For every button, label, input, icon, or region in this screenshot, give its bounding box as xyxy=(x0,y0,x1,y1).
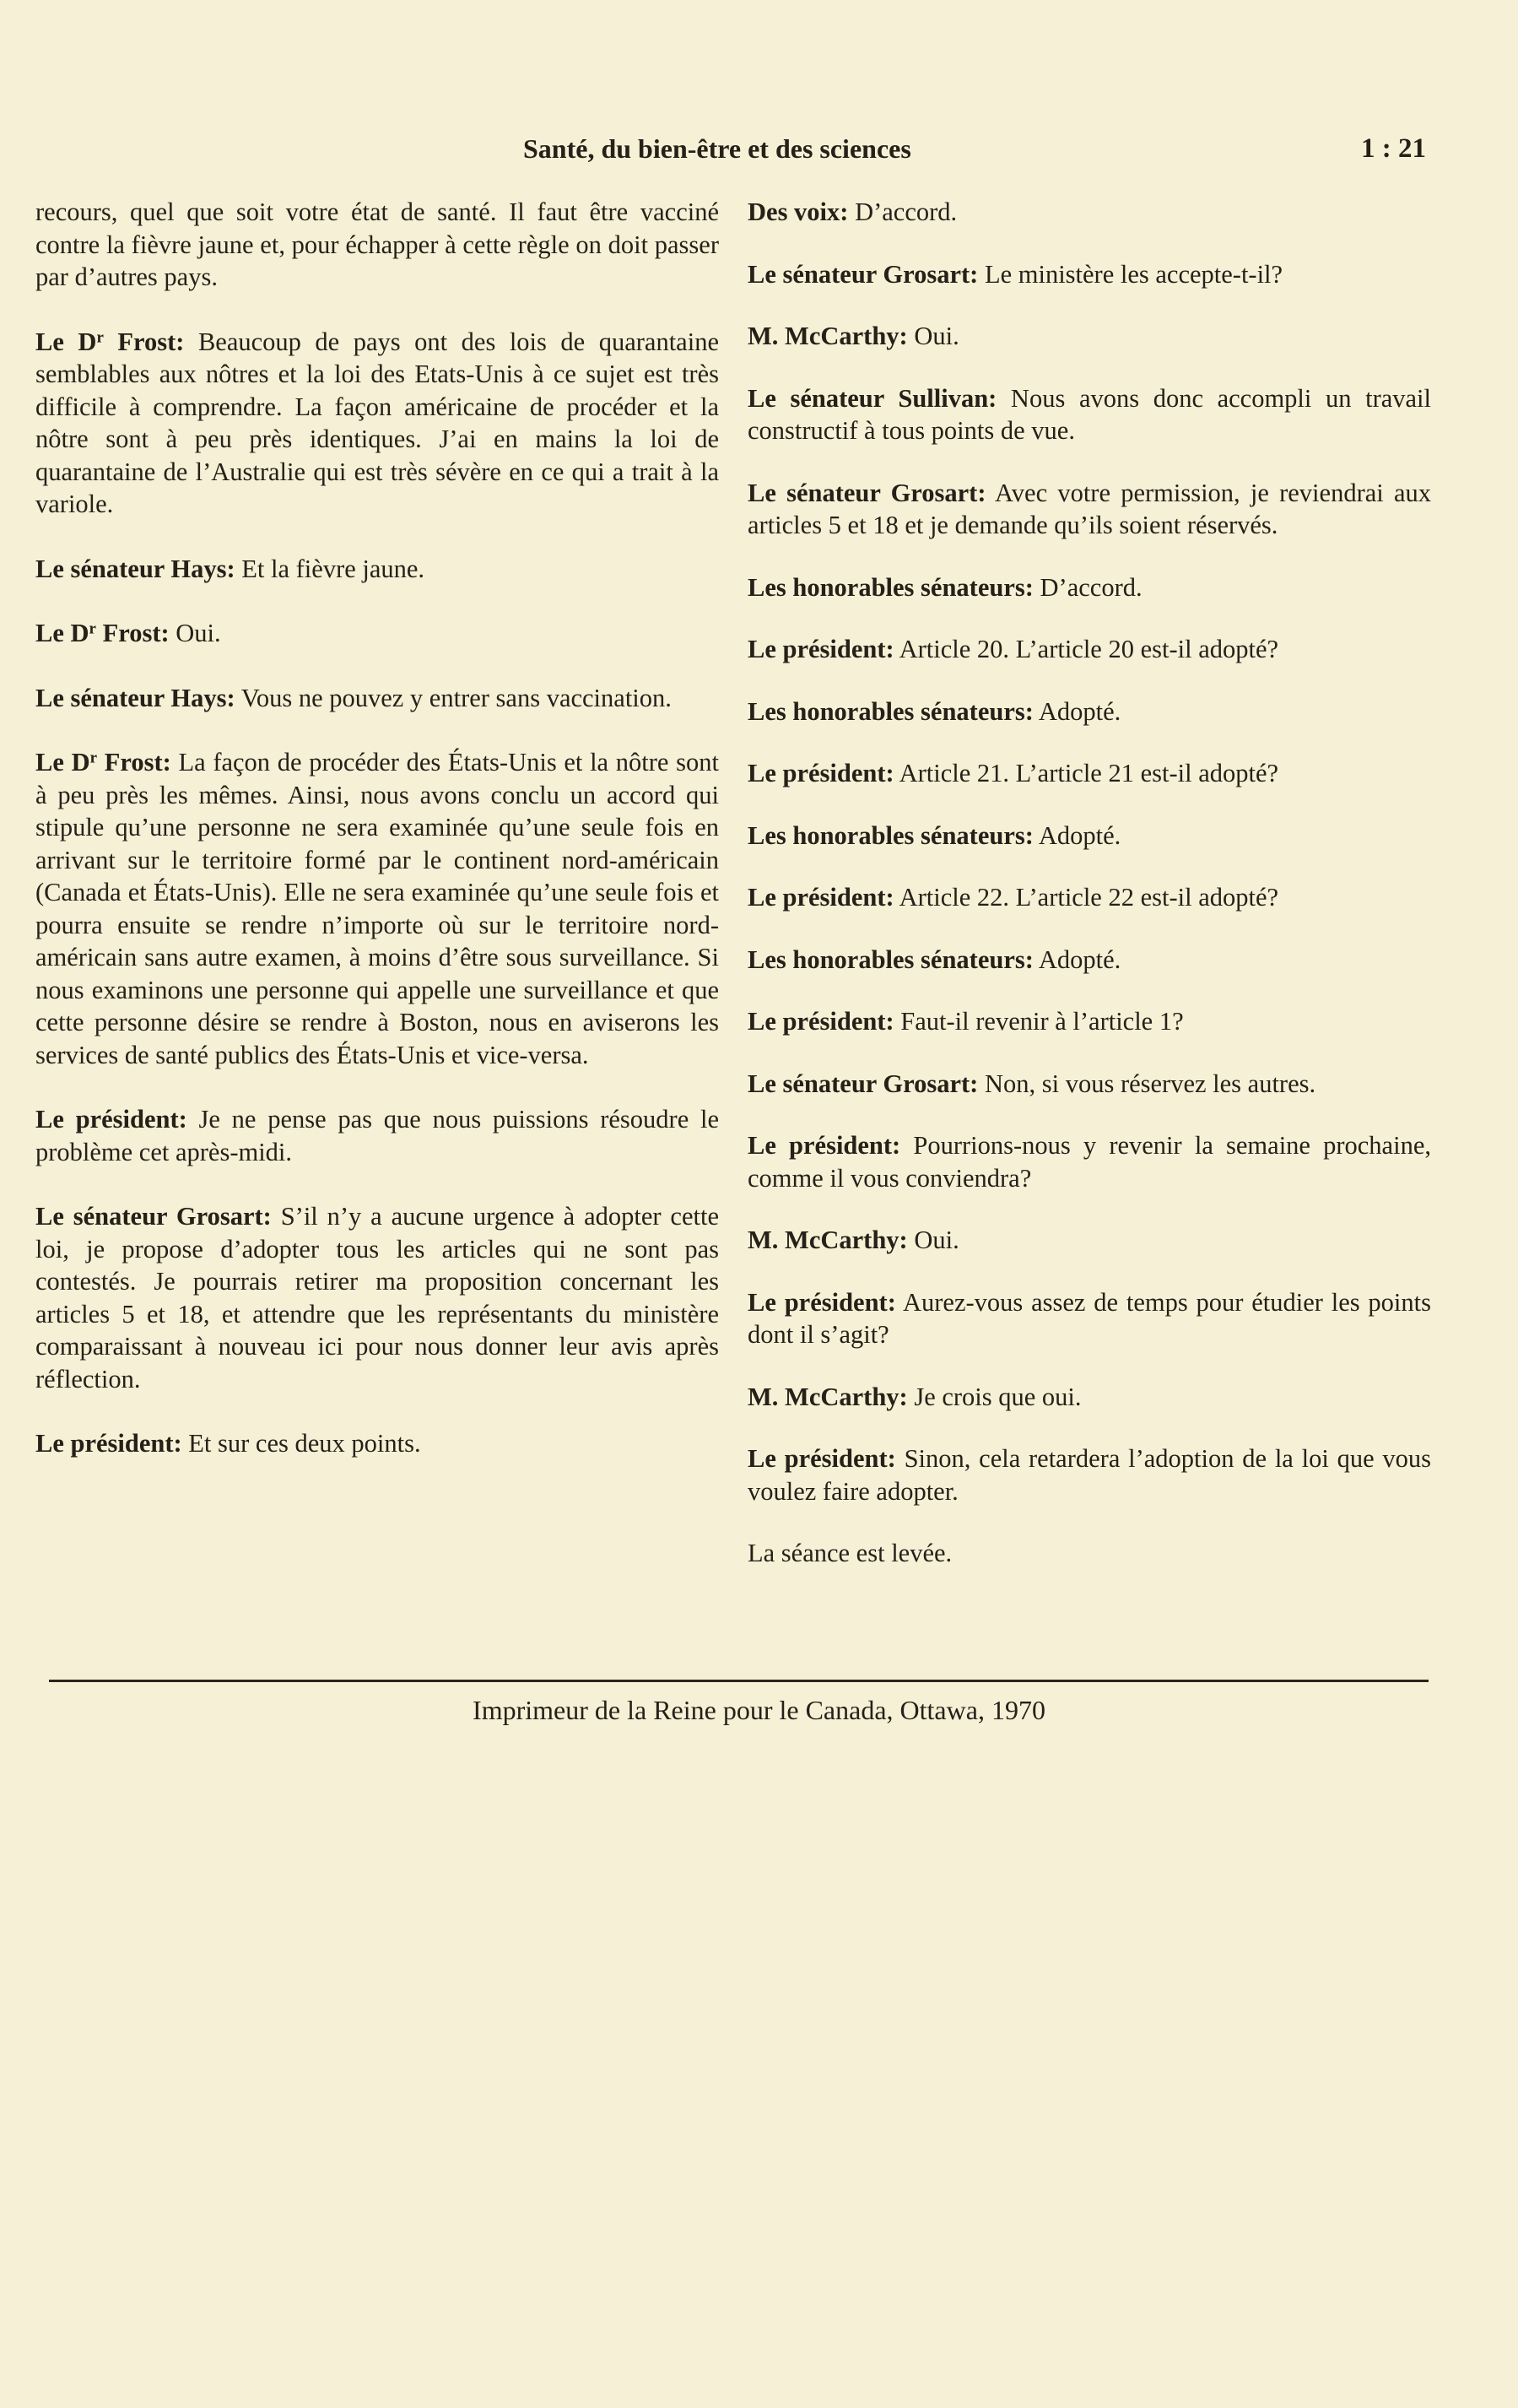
paragraph xyxy=(748,944,1431,977)
paragraph-text: recours, quel que soit votre état de santé. Il faut être vacciné contre la fièvre jaune et, pour échapper à cette règle on doit passer par d’autres pays. xyxy=(35,198,719,291)
paragraph-text: Nous avons donc accompli un travail constructif à tous points de vue. xyxy=(748,383,1431,445)
speaker-label: Le sénateur Hays: xyxy=(35,683,235,712)
paragraph-text: Aurez-vous assez de temps pour étudier les points dont il s’agit? xyxy=(748,1287,1431,1349)
paragraph xyxy=(35,196,719,294)
paragraph xyxy=(748,1381,1431,1414)
speaker-label: Le président: xyxy=(748,883,894,912)
paragraph xyxy=(748,571,1431,604)
paragraph xyxy=(748,633,1431,666)
paragraph xyxy=(748,382,1431,447)
paragraph-text: Beaucoup de pays ont des lois de quarantaine semblables aux nôtres et la loi des Etats-Unis à ce sujet est très difficile à comprendre. La façon américaine de procéder et la nôtre sont à peu près identiques. J’ai en mains la loi de quarantaine de l’Australie qui est très sévère en ce qui a trait à la variole. xyxy=(35,327,719,518)
paragraph xyxy=(748,1442,1431,1507)
speaker-label: Le $D^r$ Frost: xyxy=(35,748,171,777)
speaker-label: Le sénateur Grosart: xyxy=(748,259,979,289)
paragraph-text: D’accord. xyxy=(848,198,958,226)
paragraph xyxy=(35,617,719,650)
footer-rule xyxy=(49,1680,1429,1682)
speaker-label: Le sénateur Hays: xyxy=(35,554,235,583)
paragraph xyxy=(35,1427,719,1460)
paragraph-text: Oui. xyxy=(907,322,959,350)
paragraph-text: Vous ne pouvez y entrer sans vaccination. xyxy=(235,683,672,712)
paragraph-text: Et sur ces deux points. xyxy=(181,1429,421,1458)
speaker-label: M. McCarthy: xyxy=(748,322,908,350)
right-column xyxy=(748,196,1431,1570)
paragraph xyxy=(748,1537,1431,1570)
paragraph xyxy=(748,1005,1431,1038)
paragraph xyxy=(35,553,719,586)
paragraph xyxy=(748,757,1431,790)
speaker-label: Le sénateur Grosart: xyxy=(35,1202,272,1231)
paragraph-text: Et la fièvre jaune. xyxy=(235,554,425,583)
paragraph-text: Article 21. L’article 21 est-il adopté? xyxy=(894,759,1279,787)
speaker-label: Le sénateur Grosart: xyxy=(748,1069,979,1098)
paragraph-text: Le ministère les accepte-t-il? xyxy=(978,259,1283,289)
paragraph-text: Adopté. xyxy=(1033,944,1121,974)
speaker-label: Le président: xyxy=(35,1429,182,1458)
paragraph xyxy=(748,1286,1431,1351)
paragraph-text: Avec votre permission, je reviendrai aux articles 5 et 18 et je demande qu’ils soient réservés. xyxy=(748,478,1431,539)
speaker-label: Le président: xyxy=(748,1444,896,1473)
paragraph-text: Faut-il revenir à l’article 1? xyxy=(894,1007,1184,1036)
paragraph xyxy=(748,320,1431,353)
paragraph-text: Pourrions-nous y revenir la semaine prochaine, comme il vous conviendra? xyxy=(748,1131,1431,1193)
paragraph xyxy=(748,477,1431,542)
paragraph-text: D’accord. xyxy=(1033,572,1143,602)
speaker-label: Le $D^r$ Frost: xyxy=(35,327,185,356)
speaker-label: M. McCarthy: xyxy=(748,1226,908,1254)
speaker-label: Le $D^r$ Frost: xyxy=(35,619,170,647)
paragraph-text: Oui. xyxy=(907,1226,959,1254)
paragraph xyxy=(748,1129,1431,1194)
paragraph xyxy=(748,695,1431,728)
speaker-label: Les honorables sénateurs: xyxy=(748,944,1034,974)
paragraph-text: Oui. xyxy=(169,619,221,647)
paragraph xyxy=(748,820,1431,852)
paragraph xyxy=(748,196,1431,229)
running-title: Santé, du bien-être et des sciences xyxy=(523,133,911,164)
paragraph-text: Sinon, cela retardera l’adoption de la loi que vous voulez faire adopter. xyxy=(748,1444,1431,1506)
paragraph xyxy=(35,682,719,715)
speaker-label: Le président: xyxy=(35,1105,187,1134)
paragraph-text: La façon de procéder des États-Unis et la nôtre sont à peu près les mêmes. Ainsi, nous avons conclu un accord qui stipule qu’une personne ne sera examinée qu’une seule fois en arrivant sur le territoire formé par le continent nord-américain (Canada et États-Unis). Elle ne sera examinée qu’une seule fois et pourra ensuite se rendre n’importe où sur le territoire nord-américain sans autre examen, à moins d’être sous surveillance. Si nous examinons une personne qui appelle une surveillance et que cette personne désire se rendre à Boston, nous en aviserons les services de santé publics des États-Unis et vice-versa. xyxy=(35,748,719,1069)
speaker-label: Le sénateur Grosart: xyxy=(748,478,986,507)
paragraph xyxy=(748,1224,1431,1257)
page-number: 1 : 21 xyxy=(1361,133,1426,164)
paragraph-text: Je crois que oui. xyxy=(907,1382,1082,1411)
printer-imprint: Imprimeur de la Reine pour le Canada, Ottawa, 1970 xyxy=(473,1695,1045,1725)
paragraph xyxy=(35,1200,719,1395)
paragraph-text: La séance est levée. xyxy=(748,1539,953,1567)
speaker-label: Le président: xyxy=(748,635,894,663)
paragraph-text: S’il n’y a aucune urgence à adopter cette loi, je propose d’adopter tous les articles qui ne sont pas contestés. Je pourrais retirer ma proposition concernant les articles 5 et 18, et attendre que les représentants du ministère comparaissant à nouveau ici pour nous donner leur avis après réflection. xyxy=(35,1202,719,1393)
paragraph-text: Adopté. xyxy=(1033,696,1121,726)
paragraph xyxy=(748,258,1431,291)
paragraph-text: Je ne pense pas que nous puissions résoudre le problème cet après-midi. xyxy=(35,1105,719,1166)
paragraph-text: Adopté. xyxy=(1033,820,1121,850)
speaker-label: Des voix: xyxy=(748,198,849,226)
speaker-label: Les honorables sénateurs: xyxy=(748,696,1034,726)
speaker-label: Le président: xyxy=(748,1287,896,1317)
speaker-label: Le président: xyxy=(748,759,894,787)
paragraph xyxy=(35,1103,719,1168)
page-header xyxy=(0,133,1518,181)
speaker-label: Les honorables sénateurs: xyxy=(748,820,1034,850)
paragraph xyxy=(35,746,719,1071)
speaker-label: Le président: xyxy=(748,1131,901,1160)
paragraph-text: Non, si vous réservez les autres. xyxy=(978,1069,1316,1098)
paragraph-text: Article 22. L’article 22 est-il adopté? xyxy=(894,883,1279,912)
paragraph xyxy=(748,1068,1431,1101)
paragraph xyxy=(748,881,1431,914)
speaker-label: Le sénateur Sullivan: xyxy=(748,383,997,413)
speaker-label: M. McCarthy: xyxy=(748,1382,908,1411)
paragraph-text: Article 20. L’article 20 est-il adopté? xyxy=(894,635,1279,663)
speaker-label: Les honorables sénateurs: xyxy=(748,572,1034,602)
speaker-label: Le président: xyxy=(748,1007,894,1036)
left-column xyxy=(35,196,719,1460)
paragraph xyxy=(35,326,719,521)
